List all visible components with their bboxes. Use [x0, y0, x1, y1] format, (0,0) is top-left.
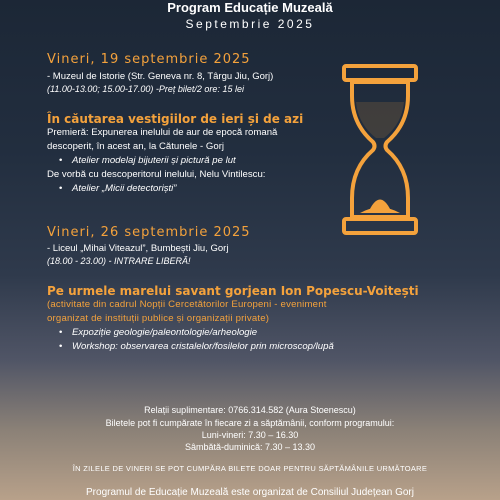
- event1-bullet-detectorists: • Atelier „Micii detectoriști”: [59, 182, 177, 195]
- event1-hours: (11.00-13.00; 15.00-17.00) -Preț bilet/2 ore: 15 lei: [47, 84, 244, 94]
- friday-ticket-notice: ÎN ZILELE DE VINERI SE POT CUMPĂRA BILETE DOAR PENTRU SĂPTĂMÂNILE URMĂTOARE: [72, 464, 428, 473]
- program-title: Program Educație Muzeală: [167, 0, 333, 15]
- event1-date: Vineri, 19 septembrie 2025: [47, 52, 251, 67]
- weekday-hours: Luni-vineri: 7.30 – 16.30: [201, 430, 299, 440]
- organizer-note: Programul de Educație Muzeală este organizat de Consiliul Județean Gorj: [86, 487, 414, 498]
- ticket-info: Biletele pot fi cumpărate în fiecare zi a săptămânii, conform programului:: [105, 418, 395, 428]
- program-month: Septembrie 2025: [185, 17, 315, 31]
- event1-discoverer: De vorbă cu descoperitorul inelului, Nelu Vintilescu:: [47, 169, 266, 180]
- event2-date: Vineri, 26 septembrie 2025: [47, 225, 251, 240]
- event2-title: Pe urmele marelui savant gorjean Ion Popescu-Voitești: [47, 284, 419, 298]
- event2-bullet-workshop: • Workshop: observarea cristalelor/fosilelor prin microscop/lupă: [59, 340, 334, 353]
- contact-info: Relații suplimentare: 0766.314.582 (Aura Stoenescu): [144, 405, 356, 415]
- event1-bullet-workshop: • Atelier modelaj bijuterii și pictură pe lut: [59, 154, 236, 167]
- event1-premiere-line2: descoperit, în acest an, la Cătunele - Gorj: [47, 141, 225, 152]
- event2-context-line2: organizat de instituții publice și organizații private): [47, 313, 270, 324]
- event1-venue: - Muzeul de Istorie (Str. Geneva nr. 8, Târgu Jiu, Gorj): [47, 71, 274, 82]
- event2-bullet-exhibition: • Expoziție geologie/paleontologie/arheologie: [59, 326, 257, 339]
- hourglass-icon: [340, 62, 420, 237]
- event2-context-line1: (activitate din cadrul Nopții Cercetătorilor Europeni - eveniment: [47, 299, 327, 310]
- event2-hours: (18.00 - 23.00) - INTRARE LIBERĂ!: [47, 256, 191, 266]
- weekend-hours: Sâmbătă-duminică: 7.30 – 13.30: [184, 442, 316, 452]
- event2-venue: - Liceul „Mihai Viteazul”, Bumbești Jiu, Gorj: [47, 243, 229, 254]
- event1-premiere-line1: Premieră: Expunerea inelului de aur de epocă romană: [47, 127, 278, 138]
- event1-title: În căutarea vestigiilor de ieri și de azi: [47, 112, 304, 126]
